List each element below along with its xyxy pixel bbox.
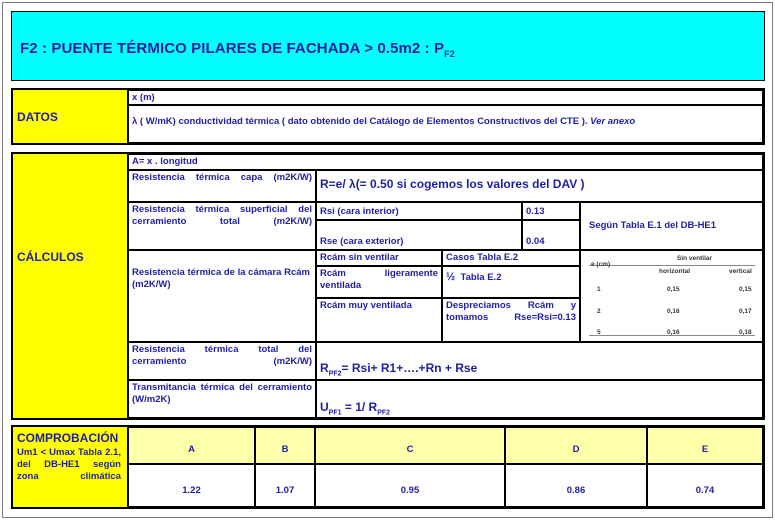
half-tabla-cell [442, 266, 580, 298]
calculos-label-cell [13, 154, 128, 418]
zone-a-value: 1.22 [182, 485, 201, 496]
zone-c-label: C [406, 444, 414, 455]
zone-b-value-cell [255, 464, 315, 507]
zone-e-value-cell [647, 464, 763, 507]
calculos-label: CÁLCULOS [17, 250, 84, 264]
rse-label-cell [316, 220, 522, 250]
trans-formula: $U_{PF1} = 1/$ $R_{PF2}$ [320, 400, 391, 417]
res-total-formula: $R_{PF2}= Rsi+$ R1+….+Rn + Rse [320, 361, 478, 378]
res-total-label-cell [128, 342, 316, 380]
zone-a-label: A [188, 444, 195, 455]
rcam-sin-cell [316, 250, 442, 266]
res-sup-label-cell [128, 202, 316, 250]
mini-row-2-h: 0,16 [667, 308, 680, 315]
comprobacion-label: COMPROBACIÓN [17, 431, 119, 445]
half-tabla-text: Tabla E.2 [460, 272, 502, 283]
zone-b-value: 1.07 [275, 485, 295, 496]
datos-label: DATOS [17, 110, 58, 124]
res-sup-label: Resistencia térmica superficial del cerramiento total (m2K/W) [132, 204, 312, 227]
despreciamos-cell [442, 298, 580, 342]
x-text: x (m) [132, 92, 155, 103]
comprobacion-desc: Um1 < Umax Tabla 2.1, del DB-HE1 según zona climática [17, 447, 121, 482]
zone-d-header [505, 427, 647, 464]
res-capa-label: Resistencia térmica capa (m2K/W) [132, 172, 312, 183]
mini-row-1-v: 0,15 [739, 286, 752, 293]
zone-a-header [128, 427, 255, 464]
title-banner [11, 11, 765, 81]
mini-col-e: e (cm) [591, 261, 611, 268]
res-capa-formula: R=e/ λ(= 0.50 si cogemos los valores del DAV ) [320, 177, 585, 191]
mini-horizontal: horizontal [659, 268, 691, 275]
mini-row-3-v: 0,18 [739, 329, 752, 336]
mini-vertical: vertical [729, 268, 752, 275]
zone-e-header [647, 427, 763, 464]
mini-sin-ventilar: Sin ventilar [677, 255, 713, 262]
despreciamos-text: Despreciamos Rcám y tomamos Rse=Rsi=0.13 [446, 300, 576, 323]
res-capa-label-cell [128, 170, 316, 202]
rcam-lig-cell [316, 266, 442, 298]
zone-b-header [255, 427, 315, 464]
zone-c-value-cell [315, 464, 505, 507]
comprobacion-label-cell [13, 427, 128, 507]
camara-label: Resistencia térmica de la cámara Rcám (m2K/W) [132, 267, 310, 290]
mini-row-2-e: 2 [597, 308, 601, 315]
segun-tabla-cell [580, 202, 763, 250]
res-total-formula-cell [316, 342, 763, 380]
rse-value: 0.04 [526, 236, 545, 247]
rcam-muy-cell [316, 298, 442, 342]
page-title: F2 : PUENTE TÉRMICO PILARES DE FACHADA > 0.5m2 : $P_{F2}$ [20, 40, 455, 59]
mini-row-1-h: 0,15 [667, 286, 680, 293]
rsi-label: Rsi (cara interior) [320, 206, 399, 217]
zone-c-header [315, 427, 505, 464]
rcam-sin-text: Rcám sin ventilar [320, 252, 399, 263]
zone-d-value: 0.86 [566, 485, 586, 496]
ver-anexo-link[interactable]: Ver anexo [590, 116, 636, 127]
rcam-lig-text: Rcám ligeramente ventilada [320, 268, 438, 291]
res-total-label: Resistencia térmica total del cerramiento (m2K/W) [132, 344, 312, 367]
datos-label-cell [13, 90, 128, 143]
trans-formula-cell [316, 380, 763, 418]
casos-text: Casos Tabla E.2 [446, 252, 519, 263]
mini-row-3-e: 5 [597, 329, 601, 336]
zone-e-label: E [701, 444, 709, 455]
rsi-label-cell [316, 202, 522, 220]
casos-cell [442, 250, 580, 266]
mini-row-2-v: 0,17 [739, 308, 752, 315]
mini-row-3-h: 0,16 [667, 329, 680, 336]
trans-label: Transmitancia térmica del cerramiento (W/m2K) [132, 382, 312, 405]
mini-row-1-e: 1 [597, 286, 601, 293]
mini-table-cell [580, 250, 763, 342]
zone-d-value-cell [505, 464, 647, 507]
rsi-value: 0.13 [526, 206, 545, 217]
rsi-value-cell [522, 202, 580, 220]
zone-c-value: 0.95 [400, 485, 420, 496]
zone-b-label: B [281, 444, 289, 455]
rcam-muy-text: Rcám muy ventilada [320, 300, 412, 311]
lambda-cell [128, 105, 763, 143]
segun-tabla-text: Según Tabla E.1 del DB-HE1 [589, 220, 717, 231]
rse-value-cell [522, 220, 580, 250]
trans-label-cell [128, 380, 316, 418]
zone-e-value: 0.74 [695, 485, 715, 496]
rse-label: Rse (cara exterior) [320, 236, 404, 247]
zone-a-value-cell [128, 464, 255, 507]
camara-label-cell [128, 250, 316, 342]
lambda-text: λ ( W/mK) conductividad térmica ( dato obtenido del Catálogo de Elementos Constructivos del CTE ). [132, 116, 588, 127]
area-text: A= x . longitud [132, 156, 198, 167]
res-capa-formula-cell [316, 170, 763, 202]
area-cell [128, 154, 763, 170]
x-cell [128, 90, 763, 105]
half-symbol: ½ [446, 271, 456, 283]
zone-d-label: D [572, 444, 580, 455]
